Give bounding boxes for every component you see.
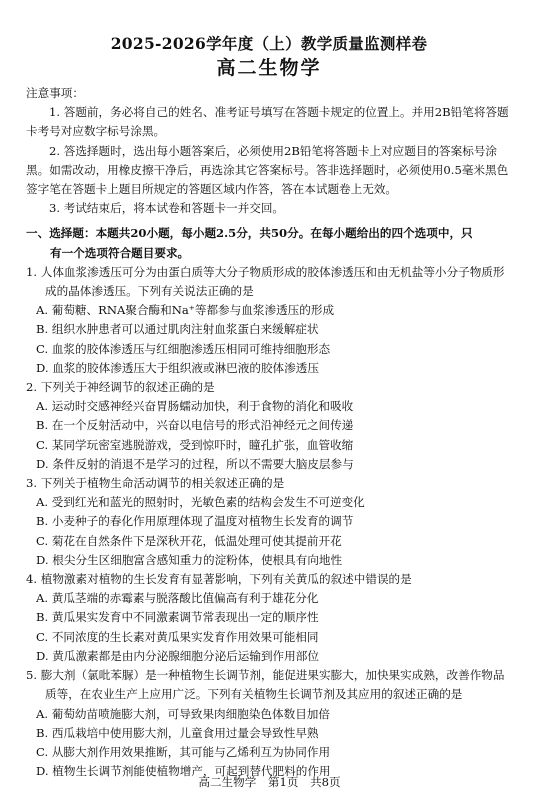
option-d: D. 血浆的胶体渗透压大于组织液或淋巴液的胶体渗透压	[36, 360, 319, 375]
option-a: A. 黄瓜茎端的赤霉素与脱落酸比值偏高有利于雄花分化	[36, 591, 319, 606]
option-c: C. 从膨大剂作用效果推断，其可能与乙烯利互为协同作用	[36, 744, 331, 759]
section-heading	[26, 224, 512, 262]
option-a: A. 葡萄幼苗喷施膨大剂，可导致果肉细胞染色体数目加倍	[36, 706, 330, 721]
exam-subject: 高二生物学	[216, 57, 322, 79]
question-3	[26, 474, 512, 570]
option-b: B. 在一个反射活动中，兴奋以电信号的形式沿神经元之间传递	[36, 418, 354, 433]
page-footer: 高二生物学 第1页 共8页	[198, 775, 341, 789]
option-d: D. 根尖分生区细胞富含感知重力的淀粉体，使根具有向地性	[36, 552, 343, 567]
question-stem: 4. 植物激素对植物的生长发育有显著影响，下列有关黄瓜的叙述中错误的是	[26, 572, 412, 587]
option-d: D. 植物生长调节剂能使植物增产，可起到替代肥料的作用	[36, 764, 331, 779]
notes-heading: 注意事项：	[26, 86, 84, 100]
option-c: C. 某同学玩密室逃脱游戏，受到惊吓时，瞳孔扩张，血管收缩	[36, 437, 354, 452]
option-c: C. 菊花在自然条件下是深秋开花，低温处理可使其提前开花	[36, 533, 342, 548]
question-stem: 2. 下列关于神经调节的叙述正确的是	[26, 380, 215, 395]
option-a: A. 运动时交感神经兴奋胃肠蠕动加快，利于食物的消化和吸收	[36, 399, 354, 414]
question-stem: 1. 人体血浆渗透压可分为由蛋白质等大分子物质形成的胶体渗透压和由无机盐等小分子物质形成的晶体渗透压。下列有关说法正确的是	[26, 264, 505, 299]
section-heading-line2: 有一个选项符合题目要求。	[50, 245, 190, 260]
option-a: A. 葡萄糖、RNA聚合酶和Na⁺等都参与血浆渗透压的形成	[36, 303, 335, 318]
option-b: B. 黄瓜果实发育中不同激素调节常表现出一定的顺序性	[36, 610, 319, 625]
question-5	[26, 666, 512, 781]
question-1	[26, 263, 512, 378]
option-d: D. 黄瓜激素都是由内分泌腺细胞分泌后运输到作用部位	[36, 648, 319, 663]
note-item: 2. 答选择题时，选出每小题答案后，必须使用2B铅笔将答题卡上对应题目的答案标号涂黑。如需改动，用橡皮擦干净后，再选涂其它答案标号。答非选择题时，必须使用0.5毫米黑色签字笔在答题卡上题目所规定的答题区域内作答，答在本试题卷上无效。	[26, 143, 509, 197]
question-stem: 3. 下列关于植物生命活动调节的相关叙述正确的是	[26, 476, 285, 491]
question-2	[26, 378, 512, 474]
option-d: D. 条件反射的消退不是学习的过程，所以不需要大脑皮层参与	[36, 456, 354, 471]
option-c: C. 血浆的胶体渗透压与红细胞渗透压相同可维持细胞形态	[36, 341, 331, 356]
option-b: B. 小麦种子的春化作用原理体现了温度对植物生长发育的调节	[36, 514, 354, 529]
exam-title: 2025-2026学年度（上）教学质量监测样卷	[110, 34, 428, 53]
question-4	[26, 570, 512, 666]
option-c: C. 不同浓度的生长素对黄瓜果实发育作用效果可能相同	[36, 629, 319, 644]
note-item: 3. 考试结束后，将本试卷和答题卡一并交回。	[49, 201, 285, 216]
question-stem: 5. 膨大剂（氯吡苯脲）是一种植物生长调节剂，能促进果实膨大，加快果实成熟，改善作物品质等，在农业生产上应用广泛。下列有关植物生长调节剂及其应用的叙述正确的是	[26, 668, 505, 702]
option-a: A. 受到红光和蓝光的照射时，光敏色素的结构会发生不可逆变化	[36, 495, 365, 510]
option-b: B. 组织水肿患者可以通过肌肉注射血浆蛋白来缓解症状	[36, 322, 319, 337]
note-item: 1. 答题前，务必将自己的姓名、准考证号填写在答题卡规定的位置上。并用2B铅笔将答题卡考号对应数字标号涂黑。	[26, 105, 509, 139]
section-heading-line1: 一、选择题：本题共20小题，每小题2.5分，共50分。在每小题给出的四个选项中，只	[26, 226, 473, 241]
option-b: B. 西瓜栽培中使用膨大剂，儿童食用过量会导致性早熟	[36, 725, 319, 740]
